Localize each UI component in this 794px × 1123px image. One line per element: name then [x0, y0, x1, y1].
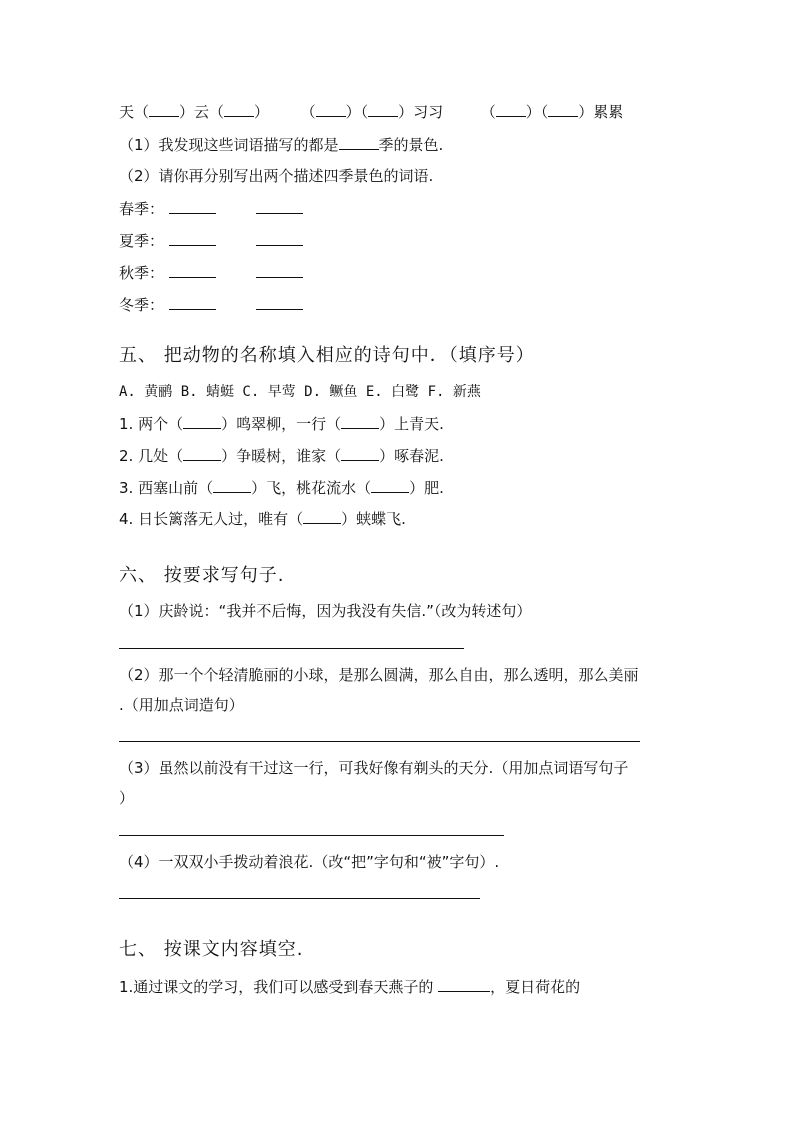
- poem-text: ）肥.: [409, 479, 444, 497]
- answer-line[interactable]: [119, 741, 640, 742]
- question-6-1: （1）庆龄说：“我并不后悔，因为我没有失信.”（改为转述句）: [119, 602, 532, 620]
- question-4-1: [119, 134, 443, 155]
- blank[interactable]: [213, 477, 251, 493]
- blank[interactable]: [339, 134, 379, 150]
- poem-text: ）飞，桃花流水（: [251, 479, 372, 497]
- blank[interactable]: [341, 445, 379, 461]
- word-1-end: ）: [254, 103, 270, 121]
- poem-text: 2. 几处（: [119, 447, 184, 465]
- question-6-3b: ）: [119, 789, 135, 807]
- season-label: 春季：: [119, 200, 165, 218]
- word-3-start: （: [480, 103, 496, 121]
- season-label: 秋季：: [119, 264, 165, 282]
- poem-text: ）争暖树，谁家（: [221, 447, 342, 465]
- question-6-2b: .（用加点词造句）: [119, 696, 244, 714]
- blank[interactable]: [303, 508, 341, 524]
- blank[interactable]: [256, 262, 303, 278]
- word-1-start: 天（: [119, 103, 150, 121]
- blank[interactable]: [224, 101, 254, 117]
- blank[interactable]: [169, 198, 216, 214]
- q71-prefix: 1.通过课文的学习，我们可以感受到春天燕子的: [119, 978, 439, 996]
- word-1-mid: ）云（: [179, 103, 225, 121]
- poem-line-2: [119, 445, 444, 466]
- blank[interactable]: [438, 976, 490, 992]
- blank[interactable]: [256, 294, 303, 310]
- blank[interactable]: [256, 230, 303, 246]
- blank[interactable]: [149, 101, 179, 117]
- word-2-start: （: [300, 103, 316, 121]
- answer-line[interactable]: [119, 835, 504, 836]
- blank[interactable]: [316, 101, 346, 117]
- question-4-2: （2）请你再分别写出两个描述四季景色的词语.: [119, 167, 434, 185]
- blank[interactable]: [183, 445, 221, 461]
- season-row-autumn: [119, 262, 303, 283]
- poem-line-4: [119, 508, 406, 529]
- question-7-1: [119, 976, 580, 997]
- blank[interactable]: [496, 101, 526, 117]
- q71-suffix: ，夏日荷花的: [490, 978, 581, 996]
- word-row: [119, 101, 623, 122]
- season-row-summer: [119, 230, 303, 251]
- word-2-end: ）习习: [398, 103, 444, 121]
- word-2-mid: ）（: [345, 103, 369, 121]
- poem-text: ）蛱蝶飞.: [341, 510, 406, 528]
- blank[interactable]: [183, 413, 221, 429]
- blank[interactable]: [368, 101, 398, 117]
- poem-text: ）上青天.: [379, 415, 444, 433]
- blank[interactable]: [169, 230, 216, 246]
- poem-text: ）鸣翠柳，一行（: [221, 415, 342, 433]
- poem-text: 3. 西塞山前（: [119, 479, 214, 497]
- q41-prefix: （1）我发现这些词语描写的都是: [119, 136, 339, 154]
- answer-line[interactable]: [119, 898, 480, 899]
- poem-text: 4. 日长篱落无人过，唯有（: [119, 510, 304, 528]
- poem-line-1: [119, 413, 444, 434]
- blank[interactable]: [548, 101, 578, 117]
- season-row-spring: [119, 198, 303, 219]
- season-row-winter: [119, 294, 303, 315]
- poem-line-3: [119, 477, 444, 498]
- animal-options: A. 黄鹂 B. 蜻蜓 C. 早莺 D. 鳜鱼 E. 白鹭 F. 新燕: [119, 384, 481, 400]
- blank[interactable]: [341, 413, 379, 429]
- blank[interactable]: [256, 198, 303, 214]
- season-label: 冬季：: [119, 296, 165, 314]
- section-6-heading: 六、 按要求写句子.: [119, 565, 285, 586]
- q41-suffix: 季的景色.: [378, 136, 444, 154]
- season-label: 夏季：: [119, 232, 165, 250]
- section-5-heading: 五、 把动物的名称填入相应的诗句中．（填序号）: [119, 345, 535, 366]
- question-6-3a: （3）虽然以前没有干过这一行，可我好像有剃头的天分.（用加点词语写句子: [119, 759, 629, 777]
- question-6-4: （4）一双双小手拨动着浪花.（改“把”字句和“被”字句）.: [119, 853, 500, 871]
- poem-text: ）啄春泥.: [379, 447, 444, 465]
- blank[interactable]: [169, 262, 216, 278]
- word-3-end: ）累累: [578, 103, 624, 121]
- blank[interactable]: [371, 477, 409, 493]
- poem-text: 1. 两个（: [119, 415, 184, 433]
- section-7-heading: 七、 按课文内容填空.: [119, 939, 304, 960]
- blank[interactable]: [169, 294, 216, 310]
- answer-line[interactable]: [119, 648, 464, 649]
- question-6-2a: （2）那一个个轻清脆丽的小球，是那么圆满，那么自由，那么透明，那么美丽: [119, 666, 639, 684]
- word-3-mid: ）（: [525, 103, 549, 121]
